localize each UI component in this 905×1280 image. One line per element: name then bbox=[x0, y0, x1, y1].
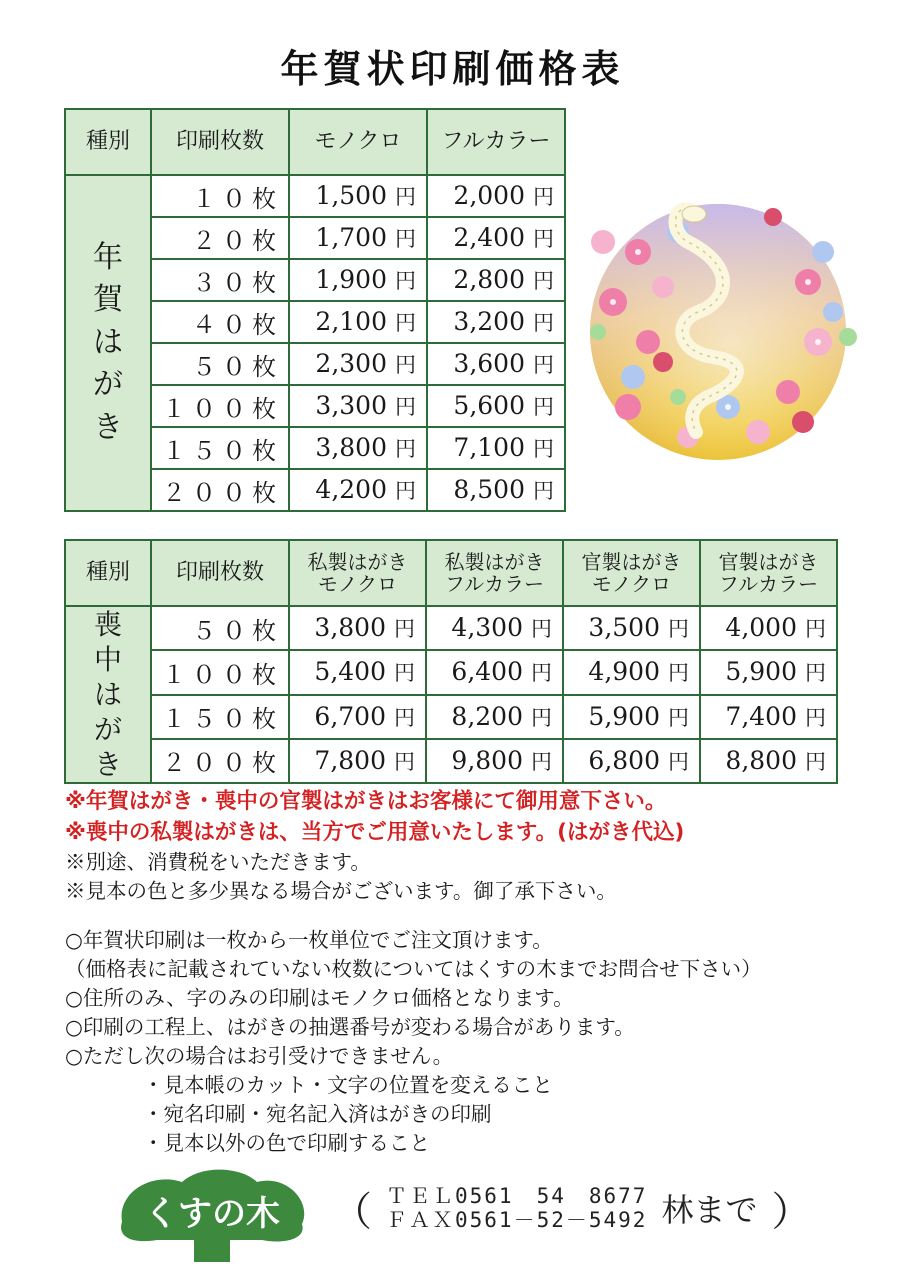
price-cell bbox=[563, 606, 700, 650]
price-value: 4,000 bbox=[725, 613, 797, 643]
logo-text: くすの木 bbox=[144, 1194, 280, 1234]
table-row bbox=[65, 606, 837, 650]
category-cell bbox=[65, 175, 151, 511]
exception-item: ・宛名印刷・宛名記入済はがきの印刷 bbox=[143, 1102, 492, 1126]
quantity-cell: ３０枚 bbox=[151, 259, 289, 301]
price-value: 6,800 bbox=[588, 745, 660, 775]
contact-block bbox=[332, 1178, 811, 1238]
price-value: 9,800 bbox=[451, 745, 523, 775]
info-block bbox=[65, 926, 885, 1158]
price-value: 5,600 bbox=[453, 391, 525, 420]
notice-color: ※見本の色と多少異なる場合がございます。御了承下さい。 bbox=[65, 879, 617, 903]
notice-red-2: ※喪中の私製はがきは、当方でご用意いたします。(はがき代込) bbox=[65, 820, 685, 845]
price-cell bbox=[700, 695, 837, 739]
price-cell bbox=[289, 469, 427, 511]
exception-item: ・見本以外の色で印刷すること bbox=[143, 1131, 430, 1155]
price-cell bbox=[289, 343, 427, 385]
price-value: 3,800 bbox=[314, 613, 386, 643]
price-cell bbox=[700, 739, 837, 783]
info-line: ○ただし次の場合はお引受けできません。 bbox=[65, 1044, 454, 1068]
header-quantity: 印刷枚数 bbox=[151, 109, 289, 175]
page-title: 年賀状印刷価格表 bbox=[280, 47, 625, 91]
price-value: 3,800 bbox=[315, 433, 387, 462]
yen-unit: 円 bbox=[531, 705, 552, 730]
mochu-price-table bbox=[64, 539, 838, 784]
header-kind: 種別 bbox=[65, 540, 151, 606]
category-label: 喪 中 は が き bbox=[93, 608, 122, 781]
snake-flower-illustration bbox=[578, 192, 868, 464]
quantity-cell: ４０枚 bbox=[151, 301, 289, 343]
header-full-color: フルカラー bbox=[427, 109, 565, 175]
yen-unit: 円 bbox=[668, 749, 689, 774]
contact-name: 林まで bbox=[661, 1191, 758, 1229]
price-value: 2,000 bbox=[453, 181, 525, 210]
price-cell bbox=[427, 175, 565, 217]
header-private-full bbox=[426, 540, 563, 606]
price-cell bbox=[427, 259, 565, 301]
price-value: 8,200 bbox=[451, 701, 523, 731]
header-line: 官製はがき bbox=[581, 550, 682, 574]
paren-open: （ bbox=[332, 1188, 372, 1235]
price-cell bbox=[563, 695, 700, 739]
table-header-row bbox=[65, 540, 837, 606]
price-cell bbox=[289, 217, 427, 259]
yen-unit: 円 bbox=[394, 749, 415, 774]
nengajo-price-table bbox=[64, 108, 566, 512]
price-value: 8,800 bbox=[725, 745, 797, 775]
price-cell bbox=[427, 301, 565, 343]
quantity-cell: １００枚 bbox=[151, 650, 289, 694]
price-cell bbox=[700, 650, 837, 694]
price-value: 3,300 bbox=[315, 391, 387, 420]
yen-unit: 円 bbox=[395, 227, 416, 251]
quantity-cell: １５０枚 bbox=[151, 427, 289, 469]
price-value: 2,100 bbox=[315, 307, 387, 336]
price-cell bbox=[426, 606, 563, 650]
price-value: 3,500 bbox=[588, 613, 660, 643]
header-mono: モノクロ bbox=[289, 109, 427, 175]
quantity-cell: ２００枚 bbox=[151, 469, 289, 511]
quantity-cell: ５０枚 bbox=[151, 606, 289, 650]
category-cell bbox=[65, 606, 151, 783]
header-line: フルカラー bbox=[718, 572, 819, 596]
yen-unit: 円 bbox=[395, 395, 416, 419]
yen-unit: 円 bbox=[531, 661, 552, 686]
price-cell bbox=[289, 385, 427, 427]
notice-red-1: ※年賀はがき・喪中の官製はがきはお客様にて御用意下さい。 bbox=[65, 789, 667, 814]
header-official-full bbox=[700, 540, 837, 606]
notice-tax: ※別途、消費税をいただきます。 bbox=[65, 850, 371, 874]
price-value: 7,400 bbox=[725, 701, 797, 731]
price-value: 1,500 bbox=[315, 181, 387, 210]
exception-item: ・見本帳のカット・文字の位置を変えること bbox=[143, 1073, 553, 1097]
yen-unit: 円 bbox=[533, 227, 554, 251]
info-line: ○年賀状印刷は一枚から一枚単位でご注文頂けます。 bbox=[65, 928, 553, 952]
price-cell bbox=[289, 301, 427, 343]
yen-unit: 円 bbox=[805, 749, 826, 774]
header-private-mono bbox=[289, 540, 426, 606]
header-line: 私製はがき bbox=[444, 550, 545, 574]
price-value: 4,300 bbox=[451, 613, 523, 643]
price-value: 1,900 bbox=[315, 265, 387, 294]
table-row bbox=[65, 175, 565, 217]
quantity-cell: ２００枚 bbox=[151, 739, 289, 783]
price-value: 5,400 bbox=[314, 657, 386, 687]
kusunoki-logo bbox=[112, 1162, 312, 1262]
price-cell bbox=[427, 469, 565, 511]
price-value: 7,100 bbox=[453, 433, 525, 462]
price-value: 2,800 bbox=[453, 265, 525, 294]
price-cell bbox=[427, 217, 565, 259]
price-cell bbox=[427, 385, 565, 427]
yen-unit: 円 bbox=[395, 185, 416, 209]
yen-unit: 円 bbox=[533, 311, 554, 335]
category-label: 年 賀 は が き bbox=[93, 239, 123, 445]
price-value: 5,900 bbox=[725, 657, 797, 687]
price-value: 6,400 bbox=[451, 657, 523, 687]
price-value: 2,300 bbox=[315, 349, 387, 378]
tel-number: ＴＥＬ0561 54 8677 bbox=[386, 1184, 648, 1208]
price-cell bbox=[289, 739, 426, 783]
header-line: 官製はがき bbox=[718, 550, 819, 574]
price-value: 4,900 bbox=[588, 657, 660, 687]
table-header-row bbox=[65, 109, 565, 175]
price-value: 5,900 bbox=[588, 701, 660, 731]
price-cell bbox=[563, 650, 700, 694]
yen-unit: 円 bbox=[395, 437, 416, 461]
yen-unit: 円 bbox=[668, 661, 689, 686]
header-line: モノクロ bbox=[317, 572, 398, 596]
fax-number: ＦＡＸ0561－52－5492 bbox=[386, 1208, 648, 1232]
price-cell bbox=[289, 695, 426, 739]
yen-unit: 円 bbox=[394, 617, 415, 642]
quantity-cell: １０枚 bbox=[151, 175, 289, 217]
info-line: （価格表に記載されていない枚数についてはくすの木までお問合せ下さい） bbox=[65, 957, 762, 981]
price-value: 3,200 bbox=[453, 307, 525, 336]
yen-unit: 円 bbox=[533, 395, 554, 419]
table-row bbox=[65, 695, 837, 739]
yen-unit: 円 bbox=[395, 311, 416, 335]
quantity-cell: ５０枚 bbox=[151, 343, 289, 385]
header-kind: 種別 bbox=[65, 109, 151, 175]
price-value: 8,500 bbox=[453, 475, 525, 504]
yen-unit: 円 bbox=[394, 705, 415, 730]
price-cell bbox=[289, 427, 427, 469]
paren-close: ） bbox=[771, 1188, 812, 1235]
yen-unit: 円 bbox=[805, 617, 826, 642]
yen-unit: 円 bbox=[805, 661, 826, 686]
price-value: 4,200 bbox=[315, 475, 387, 504]
price-cell bbox=[426, 650, 563, 694]
price-cell bbox=[289, 650, 426, 694]
yen-unit: 円 bbox=[394, 661, 415, 686]
price-cell bbox=[563, 739, 700, 783]
price-cell bbox=[426, 695, 563, 739]
header-line: モノクロ bbox=[591, 572, 672, 596]
price-value: 2,400 bbox=[453, 223, 525, 252]
info-line: ○住所のみ、字のみの印刷はモノクロ価格となります。 bbox=[65, 986, 574, 1010]
header-line: フルカラー bbox=[444, 572, 545, 596]
yen-unit: 円 bbox=[533, 353, 554, 377]
price-cell bbox=[289, 606, 426, 650]
yen-unit: 円 bbox=[533, 185, 554, 209]
price-value: 1,700 bbox=[315, 223, 387, 252]
quantity-cell: １００枚 bbox=[151, 385, 289, 427]
quantity-cell: ２０枚 bbox=[151, 217, 289, 259]
quantity-cell: １５０枚 bbox=[151, 695, 289, 739]
header-quantity: 印刷枚数 bbox=[151, 540, 289, 606]
yen-unit: 円 bbox=[533, 269, 554, 293]
yen-unit: 円 bbox=[531, 617, 552, 642]
yen-unit: 円 bbox=[395, 269, 416, 293]
yen-unit: 円 bbox=[533, 437, 554, 461]
price-cell bbox=[427, 427, 565, 469]
yen-unit: 円 bbox=[668, 617, 689, 642]
price-cell bbox=[289, 175, 427, 217]
table-row bbox=[65, 650, 837, 694]
yen-unit: 円 bbox=[395, 353, 416, 377]
yen-unit: 円 bbox=[668, 705, 689, 730]
yen-unit: 円 bbox=[805, 705, 826, 730]
price-value: 7,800 bbox=[314, 745, 386, 775]
header-line: 私製はがき bbox=[307, 550, 408, 574]
header-official-mono bbox=[563, 540, 700, 606]
yen-unit: 円 bbox=[531, 749, 552, 774]
info-line: ○印刷の工程上、はがきの抽選番号が変わる場合があります。 bbox=[65, 1015, 635, 1039]
yen-unit: 円 bbox=[395, 479, 416, 503]
price-value: 6,700 bbox=[314, 701, 386, 731]
price-cell bbox=[289, 259, 427, 301]
price-cell bbox=[427, 343, 565, 385]
notice-block bbox=[65, 786, 885, 906]
contact-numbers bbox=[386, 1184, 647, 1232]
price-cell bbox=[426, 739, 563, 783]
yen-unit: 円 bbox=[533, 479, 554, 503]
table-row bbox=[65, 739, 837, 783]
price-value: 3,600 bbox=[453, 349, 525, 378]
price-cell bbox=[700, 606, 837, 650]
